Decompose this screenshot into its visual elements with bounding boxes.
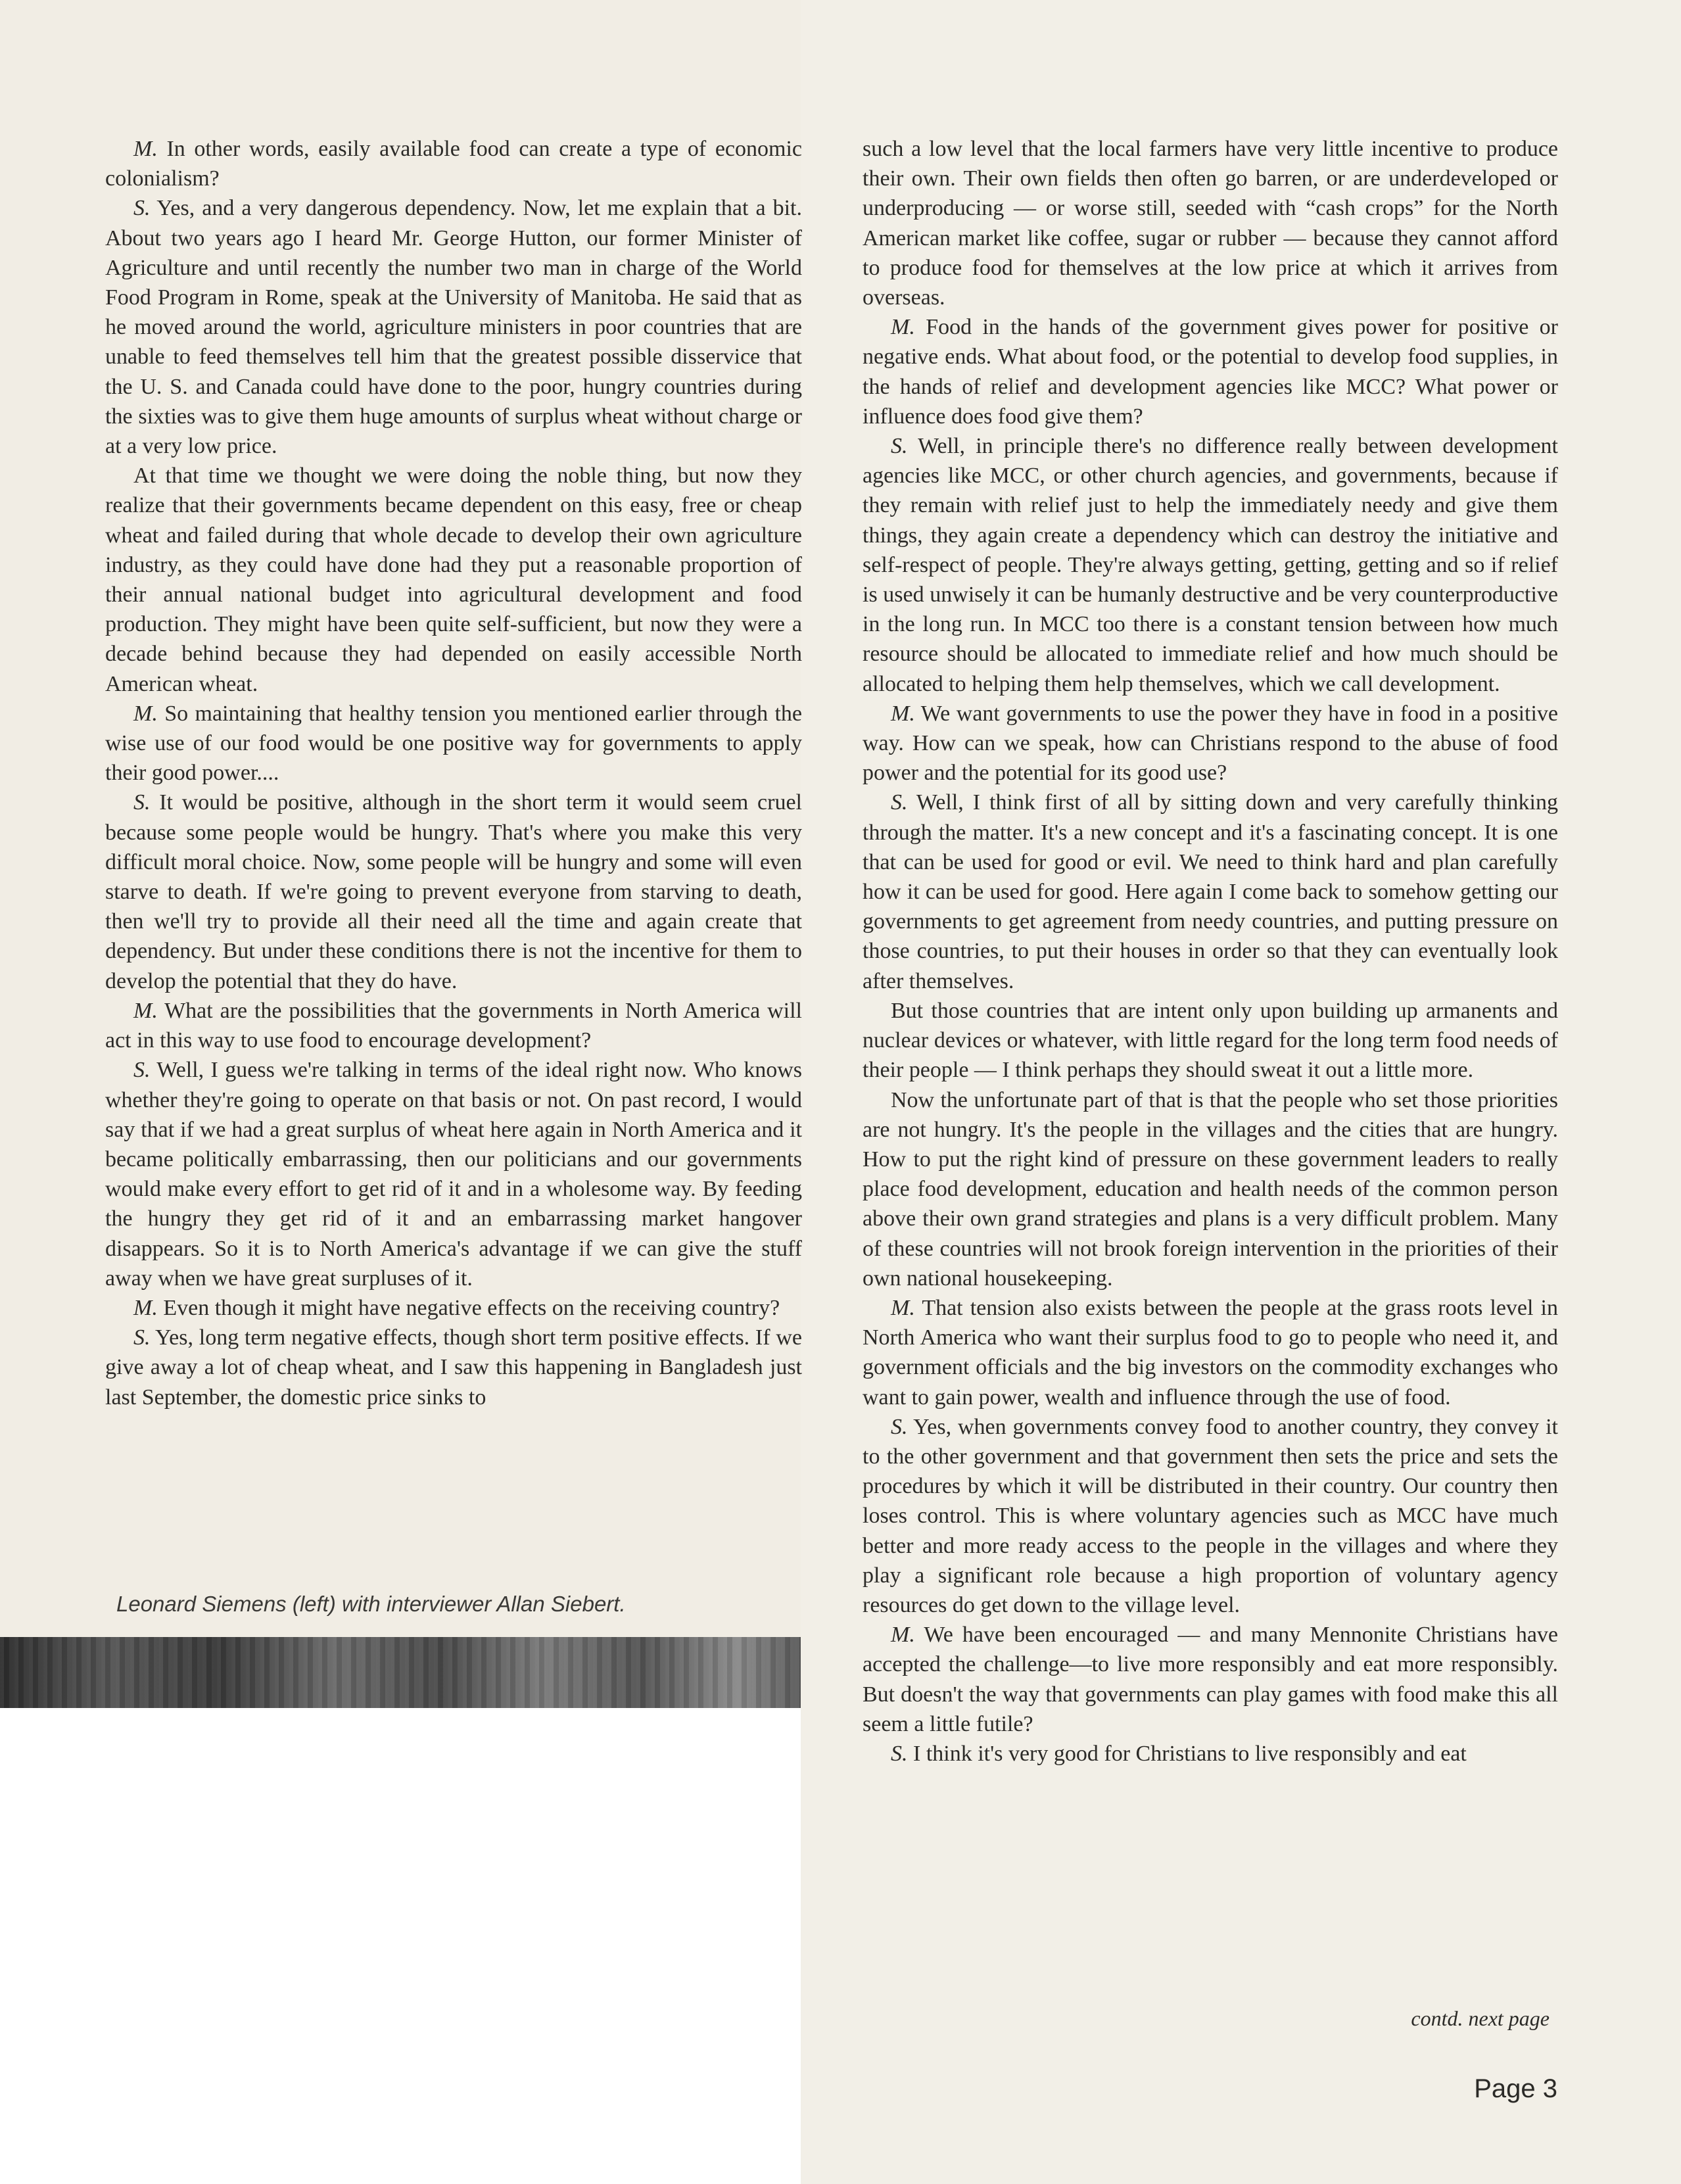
photo-caption: Leonard Siemens (left) with interviewer Allan Siebert.: [116, 1592, 626, 1616]
paragraph: [863, 1293, 1558, 1412]
paragraph: [105, 1293, 802, 1323]
speaker-initial: M.: [133, 137, 158, 161]
left-text-column: [105, 134, 802, 1412]
speaker-initial: S.: [133, 1325, 151, 1350]
paragraph-text: Food in the hands of the government gives power for positive or negative ends. What about food, or the potential to develop food supplies, in the hands of relief and development agencies like MCC? What power or influence does food give them?: [863, 315, 1559, 429]
paragraph-text: Yes, when governments convey food to another country, they convey it to the other government and that government then sets the price and sets the procedures by which it will be distributed in their country. Our country then loses control. This is where voluntary agencies such as MCC have much better and more ready access to the people in the villages and where they play a significant role because a high proportion of voluntary agency resources do get down to the village level.: [863, 1414, 1558, 1617]
speaker-initial: S.: [891, 434, 908, 459]
page-number: Page 3: [1474, 2074, 1557, 2103]
paragraph: [105, 788, 802, 995]
paragraph-text: Well, I think first of all by sitting down and very carefully thinking through the matter. It's a new concept and it's a fascinating concept. It is one that can be used for good or evil. We need to think hard and plan carefully how it can be used for good. Here again I come back to somehow getting our governments to get agreement from needy countries, and putting pressure on those countries, to put their houses in order so that they can eventually look after themselves.: [863, 790, 1558, 993]
speaker-initial: S.: [891, 1741, 908, 1766]
paragraph-text: Even though it might have negative effects on the receiving country?: [163, 1295, 780, 1320]
paragraph-text: I think it's very good for Christians to live responsibly and eat: [913, 1741, 1467, 1766]
continued-note: contd. next page: [1411, 2006, 1550, 2030]
paragraph-text: That tension also exists between the people at the grass roots level in North America who want their surplus food to go to people who need it, and government officials and the big investors on the commodity exchanges who want to gain power, wealth and influence through the use of food.: [863, 1295, 1558, 1410]
speaker-initial: S.: [133, 790, 151, 815]
paragraph: [863, 431, 1558, 699]
speaker-initial: M.: [891, 1623, 915, 1648]
paragraph: [105, 134, 802, 193]
speaker-initial: S.: [133, 196, 151, 221]
paragraph: [863, 134, 1558, 312]
paragraph-text: Yes, and a very dangerous dependency. Now, let me explain that a bit. About two years ago I heard Mr. George Hutton, our former Minister of Agriculture and until recently the number two man in charge of the World Food Program in Rome, speak at the University of Manitoba. He said that as he moved around the world, agriculture ministers in poor countries that are unable to feed themselves tell him that the greatest possible disservice that the U. S. and Canada could have done to the poor, hungry countries during the sixties was to give them huge amounts of surplus wheat without charge or at a very low price.: [105, 196, 802, 459]
paragraph: [105, 699, 802, 788]
paragraph-text: So maintaining that healthy tension you mentioned earlier through the wise use of our food would be one positive way for governments to apply their good power....: [105, 701, 803, 786]
paragraph-text: What are the possibilities that the governments in North America will act in this way to use food to encourage development?: [105, 998, 802, 1053]
speaker-initial: S.: [133, 1058, 151, 1083]
paragraph: [105, 1323, 802, 1412]
paragraph-text: In other words, easily available food can create a type of economic colonialism?: [105, 137, 802, 191]
paragraph-text: such a low level that the local farmers have very little incentive to produce their own. Their own fields then often go barren, or are underdeveloped or underproducing — or worse still, seeded with “cash crops” for the North American market like coffee, sugar or rubber — because they cannot afford to produce food for themselves at the low price at which it arrives from overseas.: [863, 137, 1558, 310]
paragraph: [863, 1412, 1558, 1620]
speaker-initial: S.: [891, 790, 908, 815]
paragraph: [863, 1620, 1558, 1739]
interview-photo: [0, 1637, 801, 1708]
paragraph: [105, 461, 802, 699]
paragraph: [105, 193, 802, 461]
paragraph-text: But those countries that are intent only upon building up armanents and nuclear devices or whatever, with little regard for the long term food needs of their people — I think perhaps they should sweat it out a little more.: [863, 998, 1558, 1083]
paragraph: [105, 1055, 802, 1293]
paragraph: [863, 312, 1558, 431]
speaker-initial: M.: [133, 701, 158, 726]
paragraph-text: We want governments to use the power they have in food in a positive way. How can we speak, how can Christians respond to the abuse of food power and the potential for its good use?: [863, 701, 1558, 786]
speaker-initial: S.: [891, 1414, 908, 1439]
paragraph: [863, 788, 1558, 995]
speaker-initial: M.: [891, 701, 915, 726]
paragraph-text: Yes, long term negative effects, though short term positive effects. If we give away a lot of cheap wheat, and I saw this happening in Bangladesh just last September, the domestic price sinks to: [105, 1325, 802, 1410]
speaker-initial: M.: [891, 315, 915, 340]
paragraph: [863, 996, 1558, 1085]
paragraph: [863, 1739, 1558, 1769]
paragraph: [105, 996, 802, 1055]
speaker-initial: M.: [891, 1295, 915, 1320]
paragraph-text: We have been encouraged — and many Mennonite Christians have accepted the challenge—to live more responsibly and eat more responsibly. But doesn't the way that governments can play games with food make this all seem a little futile?: [863, 1623, 1558, 1736]
paragraph-text: Well, in principle there's no difference really between development agencies like MCC, or other church agencies, and governments, because if they remain with relief just to help the immediately needy and give them things, they again create a dependency which can destroy the initiative and self-respect of people. They're always getting, getting, getting and so if relief is used unwisely it can be humanly destructive and be very counterproductive in the long run. In MCC too there is a constant tension between how much resource should be allocated to immediate relief and how much should be allocated to helping them help themselves, which we call development.: [863, 434, 1559, 696]
speaker-initial: M.: [133, 1295, 158, 1320]
paragraph-text: Now the unfortunate part of that is that the people who set those priorities are not hungry. It's the people in the villages and the cities that are hungry. How to put the right kind of pressure on these government leaders to really place food development, education and health needs of the common person above their own grand strategies and plans is a very difficult problem. Many of these countries will not brook foreign intervention in the priorities of their own national housekeeping.: [863, 1087, 1558, 1291]
paragraph: [863, 699, 1558, 788]
speaker-initial: M.: [133, 998, 158, 1023]
paragraph-text: At that time we thought we were doing the noble thing, but now they realize that their governments became dependent on this easy, free or cheap wheat and failed during that whole decade to develop their own agriculture industry, as they could have done had they put a reasonable proportion of their annual national budget into agricultural development and food production. They might have been quite self-sufficient, but now they were a decade behind because they had depended on easily accessible North American wheat.: [105, 463, 802, 696]
right-text-column: [863, 134, 1558, 1769]
paragraph-text: It would be positive, although in the short term it would seem cruel because some people would be hungry. That's where you make this very difficult moral choice. Now, some people will be hungry and some will even starve to death. If we're going to prevent everyone from starving to death, then we'll try to provide all their need all the time and again create that dependency. But under these conditions there is not the incentive for them to develop the potential that they do have.: [105, 790, 802, 993]
paragraph: [863, 1085, 1558, 1293]
paragraph-text: Well, I guess we're talking in terms of the ideal right now. Who knows whether they're going to operate on that basis or not. On past record, I would say that if we had a great surplus of wheat here again in North America and it became politically embarrassing, then our politicians and our governments would make every effort to get rid of it and in a wholesome way. By feeding the hungry they get rid of it and an embarrassing market hangover disappears. So it is to North America's advantage if we can give the stuff away when we have great surpluses of it.: [105, 1058, 802, 1291]
